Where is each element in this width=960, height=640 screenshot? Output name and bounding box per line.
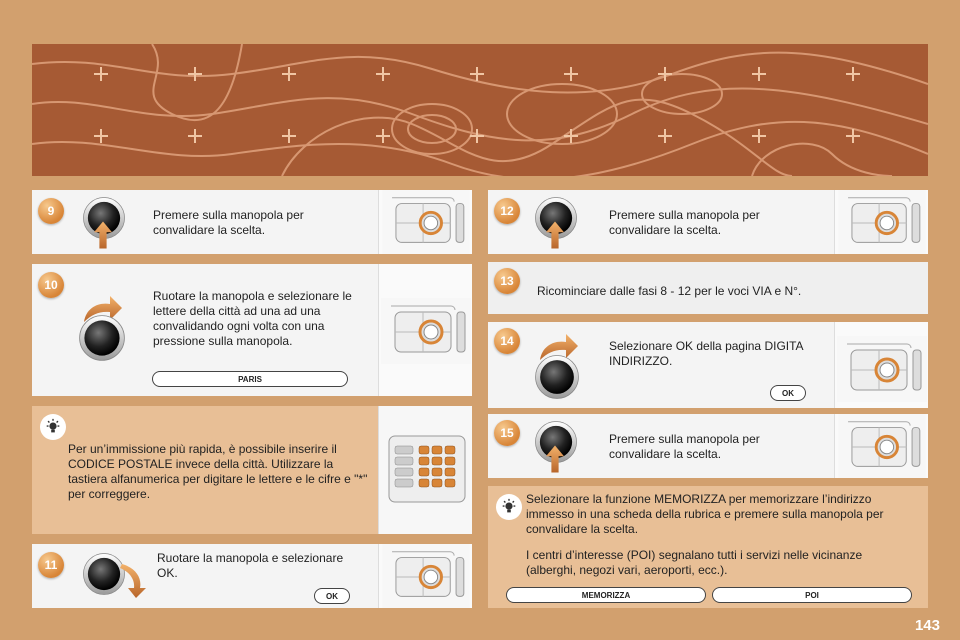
step-text: Ruotare la manopola e selezionare le lettere della città ad una ad una convalidando ogni volta con una pressione sulla manopola. [153,289,352,348]
tip-panel [488,486,928,608]
screen-option-poi[interactable]: POI [712,587,912,603]
lightbulb-icon [496,494,522,520]
console-thumbnail [378,544,472,608]
step-13-panel [488,262,928,314]
step-14-panel [488,322,928,408]
step-text: Premere sulla manopola per convalidare la scelta. [153,208,304,237]
tip-panel [32,406,472,534]
step-text: Selezionare OK della pagina DIGITA INDIRIZZO. [609,339,803,368]
keypad-thumbnail [378,406,472,534]
tip-text: Per un’immissione più rapida, è possibile inserire il CODICE POSTALE invece della città. Utilizzare la tastiera alfanumerica per digitare le lettere e le cifre e "*" per correggere. [68,442,368,501]
screen-option-memorizza[interactable]: MEMORIZZA [506,587,706,603]
step-10-panel [32,264,472,396]
step-badge: 13 [494,268,520,294]
console-thumbnail [834,190,928,254]
control-knob-icon [534,354,580,400]
screen-option-ok[interactable]: OK [314,588,350,604]
tip-text: Selezionare la funzione MEMORIZZA per memorizzare l’indirizzo immesso in una scheda della rubrica e premere sulla manopola per convalidare la scelta. [526,492,884,536]
screen-option-ok[interactable]: OK [770,385,806,401]
control-knob-icon [78,314,126,362]
step-12-panel [488,190,928,254]
step-15-panel [488,414,928,478]
page-number: 143 [914,617,940,634]
lightbulb-icon [40,414,66,440]
plus-markers [94,67,860,143]
console-thumbnail [378,190,472,254]
step-badge: 9 [38,198,64,224]
push-arrow-icon [94,220,112,250]
rotate-arrow-icon [118,562,148,598]
console-thumbnail [378,264,472,396]
step-text: Ruotare la manopola e selezionare OK. [157,551,344,580]
push-arrow-icon [546,220,564,250]
push-arrow-icon [546,444,564,474]
step-badge: 10 [38,272,64,298]
step-badge: 11 [38,552,64,578]
step-badge: 15 [494,420,520,446]
console-thumbnail [834,414,928,478]
step-text: Premere sulla manopola per convalidare la scelta. [609,432,760,461]
step-11-panel [32,544,472,608]
keypad-illustration [379,406,473,534]
step-text: Ricominciare dalle fasi 8 - 12 per le voci VIA e N°. [537,284,802,298]
console-thumbnail [834,322,928,408]
step-text: Premere sulla manopola per convalidare la scelta. [609,208,760,237]
step-9-panel [32,190,472,254]
screen-option-paris[interactable]: PARIS [152,371,348,387]
tip-text: I centri d’interesse (POI) segnalano tutti i servizi nelle vicinanze (alberghi, negozi vari, aeroporti, ecc.). [526,548,863,577]
step-badge: 14 [494,328,520,354]
decorative-banner [32,44,928,176]
step-badge: 12 [494,198,520,224]
topographic-pattern [32,44,928,176]
